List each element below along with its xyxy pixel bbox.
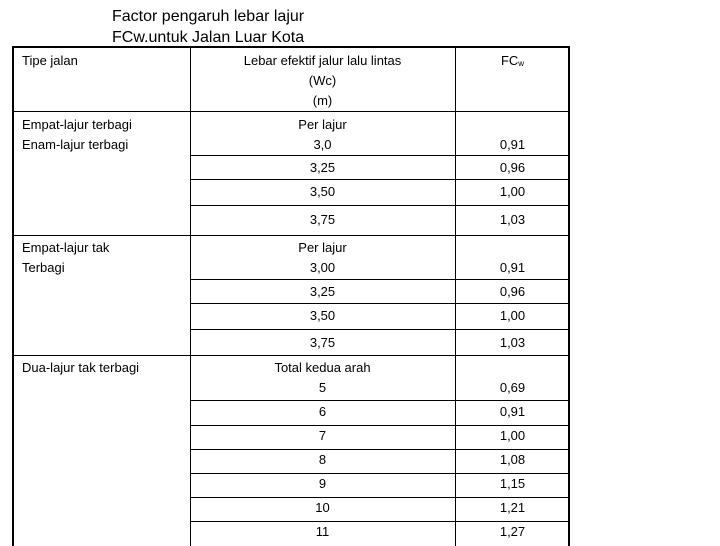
header-road-type: Tipe jalan: [22, 53, 78, 68]
header-width-line-1: Lebar efektif jalur lalu lintas: [243, 53, 402, 68]
header-width-line-2: (Wc): [308, 73, 337, 88]
row-separator: [190, 400, 568, 401]
width-cell: 9: [318, 476, 327, 491]
road-type-line-2: Enam-lajur terbagi: [22, 137, 129, 152]
width-cell: 11: [315, 524, 330, 539]
fcw-cell: 0,91: [499, 404, 526, 419]
fcw-cell: 0,96: [499, 284, 526, 299]
width-cell: 3,75: [309, 335, 336, 350]
width-cell: 3,50: [309, 308, 336, 323]
width-cell: 3,25: [309, 160, 336, 175]
fcw-cell: 1,27: [499, 524, 526, 539]
fcw-cell: 1,03: [499, 335, 526, 350]
road-type-line-1: Dua-lajur tak terbagi: [22, 360, 140, 375]
width-cell: 3,50: [309, 184, 336, 199]
fcw-cell: 1,03: [499, 212, 526, 227]
fcw-cell: 1,08: [499, 452, 526, 467]
width-cell: 3,00: [309, 260, 336, 275]
unit-label: Per lajur: [298, 240, 347, 255]
road-width-factor-table: [12, 46, 570, 546]
row-separator: [190, 329, 568, 330]
road-type-line-2: Terbagi: [22, 260, 65, 275]
width-cell: 10: [315, 500, 330, 515]
page-title: [112, 6, 304, 48]
title-line-1: Factor pengaruh lebar lajur: [112, 8, 305, 25]
row-separator: [190, 205, 568, 206]
row-separator: [190, 179, 568, 180]
fcw-cell: 0,91: [499, 260, 526, 275]
header-fcw: [455, 51, 570, 74]
header-separator: [14, 111, 568, 112]
fcw-cell: 1,15: [499, 476, 526, 491]
width-cell: 3,0: [313, 137, 332, 152]
row-separator: [190, 303, 568, 304]
fcw-cell: 0,69: [499, 380, 526, 395]
row-separator: [190, 155, 568, 156]
unit-label: Per lajur: [298, 117, 347, 132]
header-effective-width: [190, 51, 455, 111]
fcw-cell: 1,21: [499, 500, 526, 515]
road-type-label: [22, 115, 132, 155]
unit-label: Total kedua arah: [274, 360, 371, 375]
width-cell: 5: [318, 380, 327, 395]
width-cell: 3,25: [309, 284, 336, 299]
fcw-cell: 1,00: [499, 428, 526, 443]
fcw-cell: 0,91: [499, 137, 526, 152]
width-cell: 3,75: [309, 212, 336, 227]
header-width-line-3: (m): [312, 93, 333, 108]
group-separator-2: [14, 355, 568, 356]
group-separator-1: [14, 235, 568, 236]
width-cell: 7: [318, 428, 327, 443]
road-type-label: [22, 238, 109, 278]
header-fc-main: FC: [500, 53, 519, 68]
header-fc-subscript: w: [518, 59, 525, 68]
row-separator: [190, 279, 568, 280]
fcw-cell: 1,00: [499, 308, 526, 323]
fcw-cell: 0,96: [499, 160, 526, 175]
title-line-2: FCw.untuk Jalan Luar Kota: [112, 29, 305, 46]
fcw-cell: 1,00: [499, 184, 526, 199]
road-type-line-1: Empat-lajur terbagi: [22, 117, 132, 132]
road-type-line-1: Empat-lajur tak: [22, 240, 110, 255]
width-cell: 6: [318, 404, 327, 419]
width-cell: 8: [318, 452, 327, 467]
road-type-label: [22, 358, 139, 378]
